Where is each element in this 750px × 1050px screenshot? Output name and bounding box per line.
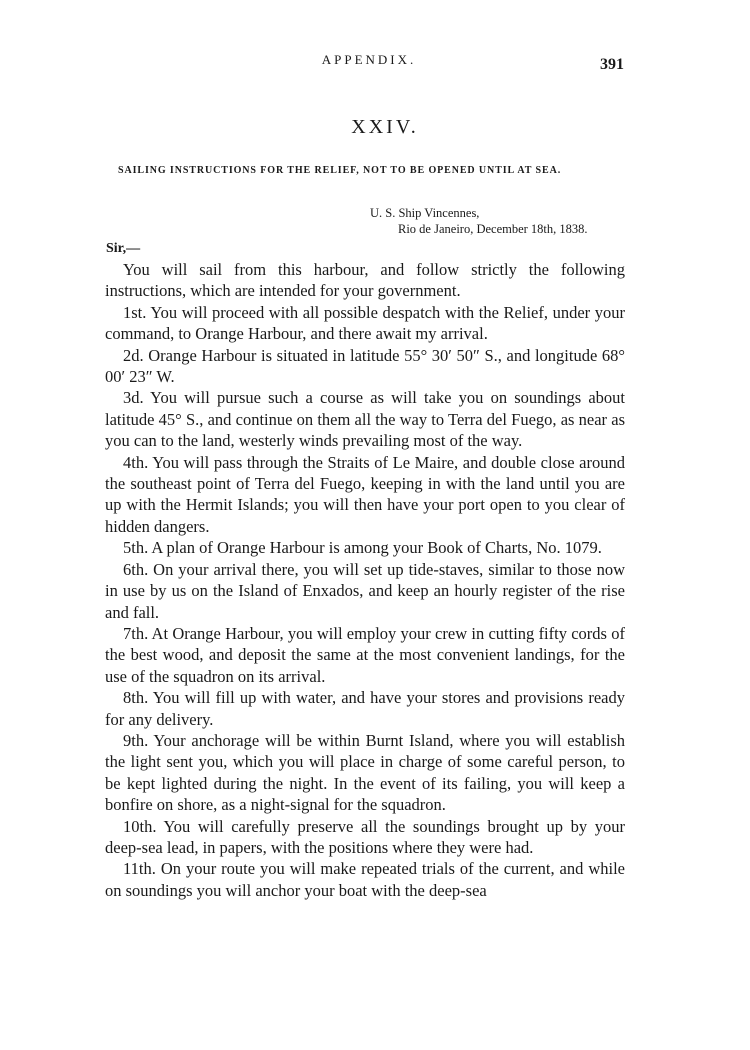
dateline-place-date: Rio de Janeiro, December 18th, 1838. <box>398 222 588 236</box>
section-numeral: XXIV. <box>351 116 419 138</box>
paragraph-7th: 7th. At Orange Harbour, you will employ your crew in cutting fifty cords of the best wood, and deposit the same at the most convenient landings, for the use of the squadron on its arrival. <box>105 623 625 686</box>
salutation: Sir,— <box>106 241 141 256</box>
paragraph-2d: 2d. Orange Harbour is situated in latitude 55° 30′ 50″ S., and longitude 68° 00′ 23″ W. <box>105 345 625 387</box>
running-head <box>104 52 626 76</box>
paragraph-4th: 4th. You will pass through the Straits of Le Maire, and double close around the southeast point of Terra del Fuego, keeping in with the land until you are up with the Hermit Islands; you will then have your port open to you clear of hidden dangers. <box>105 452 625 536</box>
section-heading: SAILING INSTRUCTIONS FOR THE RELIEF, NOT TO BE OPENED UNTIL AT SEA. <box>118 165 562 176</box>
paragraph-3d: 3d. You will pursue such a course as will take you on soundings about latitude 45° S., and continue on them all the way to Terra del Fuego, as near as you can to the land, westerly winds prevailing most of the way. <box>105 388 625 451</box>
paragraph-10th: 10th. You will carefully preserve all the soundings brought up by your deep-sea lead, in papers, with the positions where they were had. <box>105 816 625 857</box>
dateline-ship: U. S. Ship Vincennes, <box>370 206 480 220</box>
paragraph-6th: 6th. On your arrival there, you will set up tide-staves, similar to those now in use by us on the Island of Enxados, and keep an hourly register of the rise and fall. <box>105 559 625 622</box>
paragraph-8th: 8th. You will fill up with water, and have your stores and provisions ready for any delivery. <box>105 688 625 729</box>
paragraph-11th: 11th. On your route you will make repeated trials of the current, and while on soundings you will anchor your boat with the deep-sea <box>105 859 625 900</box>
paragraph-9th: 9th. Your anchorage will be within Burnt Island, where you will establish the light sent you, which you will place in charge of some careful person, to be kept lighted during the night. In the event of its failing, you will keep a bonfire on shore, as a night-signal for the squadron. <box>105 730 625 815</box>
paragraph-1st: 1st. You will proceed with all possible despatch with the Relief, under your command, to Orange Harbour, and there await my arrival. <box>105 302 625 344</box>
paragraph-5th: 5th. A plan of Orange Harbour is among your Book of Charts, No. 1079. <box>123 538 602 558</box>
page-number: 391 <box>600 56 624 73</box>
running-title: APPENDIX. <box>321 52 417 67</box>
letter-body <box>105 259 625 901</box>
paragraph-intro: You will sail from this harbour, and follow strictly the following instructions, which are intended for your government. <box>105 260 625 301</box>
